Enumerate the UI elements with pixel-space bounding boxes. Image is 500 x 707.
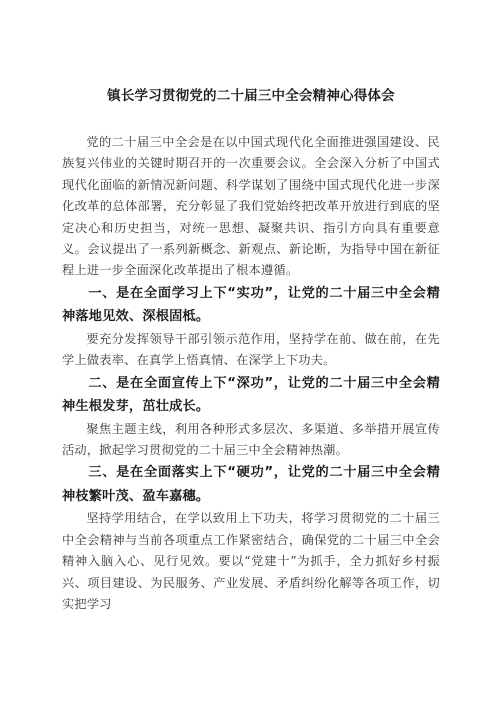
- section-heading-2: 二、是在全面宣传上下“深功”，让党的二十届三中全会精神生根发芽，茁壮成长。: [62, 375, 440, 415]
- section-body-2: 聚焦主题主线，利用各种形式多层次、多渠道、多举措开展宣传活动，掀起学习贯彻党的二十届三中全会精神热潮。: [62, 421, 440, 458]
- section-heading-1: 一、是在全面学习上下“实功”，让党的二十届三中全会精神落地见效、深根固柢。: [62, 285, 440, 325]
- section-body-3: 坚持学用结合，在学以致用上下功夫，将学习贯彻党的二十届三中全会精神与当前各项重点工作紧密结合，确保党的二十届三中全会精神入脑入心、见行见效。要以“党建十”为抓手，全力抓好乡村振兴、项目建设、为民服务、产业发展、矛盾纠纷化解等各项工作，切实把学习: [62, 511, 440, 612]
- intro-paragraph: 党的二十届三中全会是在以中国式现代化全面推进强国建设、民族复兴伟业的关键时期召开的一次重要会议。全会深入分析了中国式现代化面临的新情况新问题、科学谋划了围绕中国式现代化进一步深化改革的总体部署，充分彰显了我们党始终把改革开放进行到底的坚定决心和历史担当，对统一思想、凝聚共识、指引方向具有重要意义。会议提出了一系列新概念、新观点、新论断，为指导中国在新征程上进一步全面深化改革提出了根本遵循。: [62, 135, 440, 278]
- section-body-1: 要充分发挥领导干部引领示范作用，坚持学在前、做在前，在先学上做表率、在真学上悟真情、在深学上下功夫。: [62, 331, 440, 368]
- document-title: 镇长学习贯彻党的二十届三中全会精神心得体会: [107, 88, 395, 104]
- section-heading-3: 三、是在全面落实上下“硬功”，让党的二十届三中全会精神枝繁叶茂、盈车嘉穗。: [62, 465, 440, 504]
